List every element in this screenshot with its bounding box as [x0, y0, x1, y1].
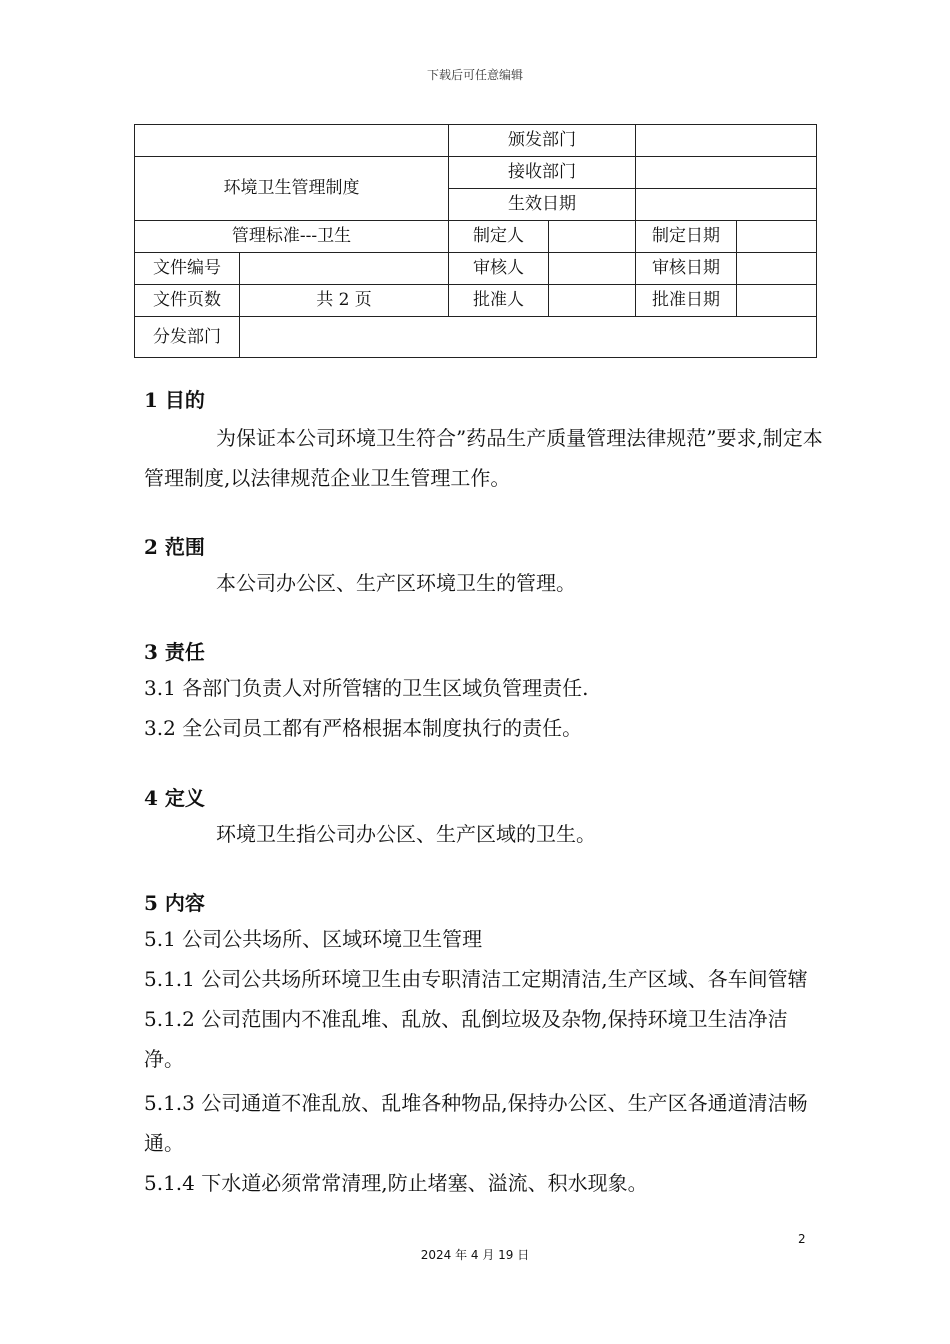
management-standard: 管理标准---卫生	[135, 221, 449, 253]
section-3-title: 3 责任	[144, 640, 205, 664]
effective-date-label: 生效日期	[449, 189, 636, 221]
effective-date-value	[636, 189, 817, 221]
section-3-2: 3.2 全公司员工都有严格根据本制度执行的责任。	[144, 716, 583, 740]
author-date-label: 制定日期	[636, 221, 737, 253]
document-title: 环境卫生管理制度	[135, 157, 449, 221]
doc-number-value	[240, 253, 449, 285]
header-note: 下载后可任意编辑	[426, 68, 523, 82]
approver-label: 批准人	[449, 285, 549, 317]
section-2-text: 本公司办公区、生产区环境卫生的管理。	[216, 571, 576, 595]
review-date-value	[737, 253, 817, 285]
author-value	[549, 221, 636, 253]
section-4-text: 环境卫生指公司办公区、生产区域的卫生。	[216, 822, 596, 846]
section-2-title: 2 范围	[144, 535, 205, 559]
author-date-value	[737, 221, 817, 253]
receive-dept-label: 接收部门	[449, 157, 636, 189]
section-5-1-4: 5.1.4 下水道必须常常清理,防止堵塞、溢流、积水现象。	[144, 1171, 648, 1195]
section-5-title: 5 内容	[144, 891, 205, 915]
section-5-1-1: 5.1.1 公司公共场所环境卫生由专职清洁工定期清洁,生产区域、各车间管辖 5.1.2 公司范围内不准乱堆、乱放、乱倒垃圾及杂物,保持环境卫生洁净洁净。	[144, 967, 808, 1071]
footer-date: 2024 年 4 月 19 日	[420, 1248, 530, 1262]
pages-value: 共 2 页	[240, 285, 449, 317]
reviewer-value	[549, 253, 636, 285]
title-top-cell	[135, 125, 449, 157]
receive-dept-value	[636, 157, 817, 189]
document-info-table	[134, 124, 817, 358]
doc-number-label: 文件编号	[135, 253, 240, 285]
distribution-dept-value	[240, 317, 817, 358]
section-1-text: 为保证本公司环境卫生符合”药品生产质量管理法律规范”要求,制定本管理制度,以法律规范企业卫生管理工作。	[144, 426, 823, 490]
author-label: 制定人	[449, 221, 549, 253]
section-1-title: 1 目的	[144, 388, 205, 412]
approver-value	[549, 285, 636, 317]
section-4-title: 4 定义	[144, 786, 205, 810]
page-number: 2	[798, 1232, 806, 1246]
section-5-1: 5.1 公司公共场所、区域环境卫生管理	[144, 927, 483, 951]
distribution-dept-label: 分发部门	[135, 317, 240, 358]
approve-date-label: 批准日期	[636, 285, 737, 317]
reviewer-label: 审核人	[449, 253, 549, 285]
review-date-label: 审核日期	[636, 253, 737, 285]
issue-dept-value	[636, 125, 817, 157]
approve-date-value	[737, 285, 817, 317]
section-5-1-3: 5.1.3 公司通道不准乱放、乱堆各种物品,保持办公区、生产区各通道清洁畅通。	[144, 1091, 808, 1155]
issue-dept-label: 颁发部门	[449, 125, 636, 157]
pages-label: 文件页数	[135, 285, 240, 317]
section-3-1: 3.1 各部门负责人对所管辖的卫生区域负管理责任.	[144, 676, 589, 700]
